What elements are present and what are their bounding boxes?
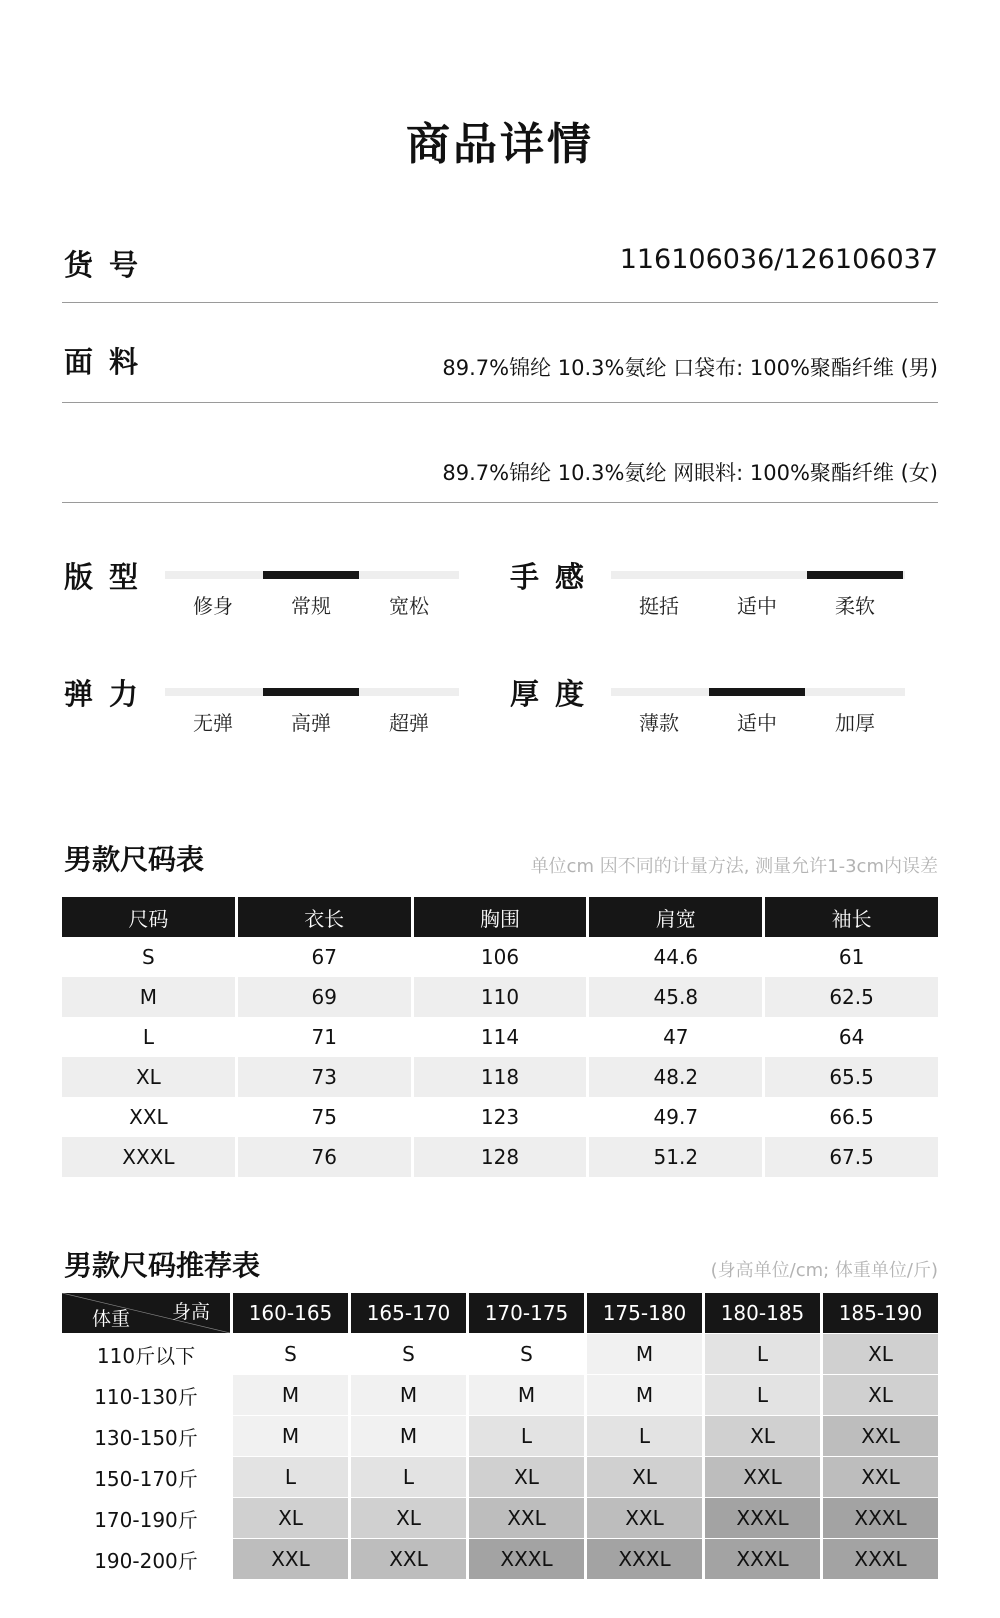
recommended-size-cell: XXL bbox=[469, 1497, 584, 1538]
attribute-selected-segment bbox=[807, 571, 903, 579]
measurement-cell: 47 bbox=[589, 1017, 762, 1057]
page-title: 商品详情 bbox=[406, 119, 594, 170]
weight-label: 190-200斤 bbox=[62, 1538, 230, 1579]
attribute-option: 柔软 bbox=[835, 594, 875, 618]
corner-header bbox=[62, 1293, 230, 1333]
recommended-size-cell: XL bbox=[823, 1333, 938, 1374]
recommended-size-cell: L bbox=[705, 1374, 820, 1415]
recommended-size-cell: M bbox=[233, 1374, 348, 1415]
height-header: 180-185 bbox=[705, 1293, 820, 1333]
recommended-size-cell: XXL bbox=[351, 1538, 466, 1579]
height-header: 175-180 bbox=[587, 1293, 702, 1333]
attribute-option: 适中 bbox=[737, 594, 777, 618]
size-chart-header: 肩宽 bbox=[589, 897, 762, 937]
attribute-option: 修身 bbox=[193, 594, 233, 618]
recommend-table bbox=[59, 1293, 941, 1579]
size-cell: XXL bbox=[62, 1097, 235, 1137]
recommended-size-cell: XXXL bbox=[469, 1538, 584, 1579]
measurement-cell: 67 bbox=[238, 937, 411, 977]
size-chart-header: 衣长 bbox=[238, 897, 411, 937]
measurement-cell: 61 bbox=[765, 937, 938, 977]
attribute-selected-segment bbox=[263, 571, 359, 579]
recommended-size-cell: XL bbox=[823, 1374, 938, 1415]
attribute-selected-segment bbox=[263, 688, 359, 696]
recommended-size-cell: M bbox=[351, 1374, 466, 1415]
size-chart-table bbox=[59, 897, 941, 1177]
attribute-option: 挺括 bbox=[639, 594, 679, 618]
item-number-label: 货号 bbox=[64, 248, 155, 282]
weight-label: 110斤以下 bbox=[62, 1333, 230, 1374]
measurement-cell: 75 bbox=[238, 1097, 411, 1137]
recommended-size-cell: L bbox=[705, 1333, 820, 1374]
weight-label: 130-150斤 bbox=[62, 1415, 230, 1456]
attribute-scale-track bbox=[165, 688, 459, 696]
recommended-size-cell: XXXL bbox=[823, 1497, 938, 1538]
recommended-size-cell: XL bbox=[469, 1456, 584, 1497]
recommended-size-cell: M bbox=[587, 1333, 702, 1374]
measurement-cell: 114 bbox=[414, 1017, 587, 1057]
table-row bbox=[62, 1057, 938, 1097]
recommended-size-cell: L bbox=[587, 1415, 702, 1456]
table-row bbox=[62, 1415, 938, 1456]
size-chart-header: 尺码 bbox=[62, 897, 235, 937]
fabric-women-value: 89.7%锦纶 10.3%氨纶 网眼料: 100%聚酯纤维 (女) bbox=[442, 461, 938, 485]
table-row bbox=[62, 1538, 938, 1579]
recommended-size-cell: S bbox=[233, 1333, 348, 1374]
table-row bbox=[62, 1374, 938, 1415]
attribute-label: 版型 bbox=[64, 560, 155, 594]
weight-label: 150-170斤 bbox=[62, 1456, 230, 1497]
table-row bbox=[62, 1017, 938, 1057]
recommended-size-cell: S bbox=[469, 1333, 584, 1374]
height-header: 165-170 bbox=[351, 1293, 466, 1333]
size-cell: XL bbox=[62, 1057, 235, 1097]
fabric-men-value: 89.7%锦纶 10.3%氨纶 口袋布: 100%聚酯纤维 (男) bbox=[442, 356, 938, 380]
size-cell: S bbox=[62, 937, 235, 977]
attribute-segment bbox=[361, 571, 457, 579]
attribute-option: 无弹 bbox=[193, 711, 233, 735]
attribute-segment bbox=[611, 688, 707, 696]
recommended-size-cell: M bbox=[587, 1374, 702, 1415]
attribute-label: 手感 bbox=[510, 560, 601, 594]
size-chart-header: 胸围 bbox=[414, 897, 587, 937]
measurement-cell: 110 bbox=[414, 977, 587, 1017]
recommended-size-cell: L bbox=[351, 1456, 466, 1497]
recommended-size-cell: XXXL bbox=[705, 1497, 820, 1538]
corner-height-label: 身高 bbox=[171, 1301, 210, 1323]
table-row bbox=[62, 1137, 938, 1177]
attribute-segment bbox=[361, 688, 457, 696]
table-row bbox=[62, 1333, 938, 1374]
divider bbox=[62, 402, 938, 403]
table-row bbox=[62, 1456, 938, 1497]
divider bbox=[62, 502, 938, 503]
measurement-cell: 123 bbox=[414, 1097, 587, 1137]
attribute-segment bbox=[165, 688, 261, 696]
attribute-segment bbox=[611, 571, 707, 579]
item-number-value: 116106036/126106037 bbox=[619, 244, 938, 275]
recommended-size-cell: XXL bbox=[705, 1456, 820, 1497]
recommended-size-cell: XL bbox=[351, 1497, 466, 1538]
size-chart-title: 男款尺码表 bbox=[64, 843, 205, 876]
size-chart-header: 袖长 bbox=[765, 897, 938, 937]
attribute-segment bbox=[165, 571, 261, 579]
recommended-size-cell: L bbox=[233, 1456, 348, 1497]
measurement-cell: 118 bbox=[414, 1057, 587, 1097]
size-cell: L bbox=[62, 1017, 235, 1057]
recommended-size-cell: XXL bbox=[587, 1497, 702, 1538]
table-row bbox=[62, 1497, 938, 1538]
measurement-cell: 48.2 bbox=[589, 1057, 762, 1097]
recommended-size-cell: M bbox=[351, 1415, 466, 1456]
recommended-size-cell: XL bbox=[233, 1497, 348, 1538]
table-row bbox=[62, 937, 938, 977]
attribute-segment bbox=[807, 688, 903, 696]
measurement-cell: 51.2 bbox=[589, 1137, 762, 1177]
measurement-cell: 66.5 bbox=[765, 1097, 938, 1137]
divider bbox=[62, 302, 938, 303]
attribute-scale-track bbox=[611, 571, 905, 579]
attribute-option: 常规 bbox=[291, 594, 331, 618]
size-cell: M bbox=[62, 977, 235, 1017]
measurement-cell: 44.6 bbox=[589, 937, 762, 977]
height-header: 185-190 bbox=[823, 1293, 938, 1333]
measurement-cell: 128 bbox=[414, 1137, 587, 1177]
recommended-size-cell: XXL bbox=[823, 1415, 938, 1456]
recommended-size-cell: XXXL bbox=[587, 1538, 702, 1579]
recommended-size-cell: S bbox=[351, 1333, 466, 1374]
attribute-label: 弹力 bbox=[64, 677, 155, 711]
attribute-option: 超弹 bbox=[389, 711, 429, 735]
attribute-scale-track bbox=[165, 571, 459, 579]
recommended-size-cell: M bbox=[469, 1374, 584, 1415]
attribute-scale-track bbox=[611, 688, 905, 696]
recommended-size-cell: M bbox=[233, 1415, 348, 1456]
attribute-selected-segment bbox=[709, 688, 805, 696]
attribute-option: 加厚 bbox=[835, 711, 875, 735]
recommended-size-cell: L bbox=[469, 1415, 584, 1456]
recommended-size-cell: XXXL bbox=[823, 1538, 938, 1579]
recommended-size-cell: XXXL bbox=[705, 1538, 820, 1579]
recommended-size-cell: XXL bbox=[823, 1456, 938, 1497]
measurement-cell: 65.5 bbox=[765, 1057, 938, 1097]
measurement-cell: 76 bbox=[238, 1137, 411, 1177]
height-header: 160-165 bbox=[233, 1293, 348, 1333]
height-header: 170-175 bbox=[469, 1293, 584, 1333]
attribute-segment bbox=[709, 571, 805, 579]
attribute-option: 宽松 bbox=[389, 594, 429, 618]
table-row bbox=[62, 1097, 938, 1137]
measurement-cell: 73 bbox=[238, 1057, 411, 1097]
attribute-option: 薄款 bbox=[639, 711, 679, 735]
recommended-size-cell: XL bbox=[587, 1456, 702, 1497]
recommend-title: 男款尺码推荐表 bbox=[64, 1249, 261, 1282]
measurement-cell: 106 bbox=[414, 937, 587, 977]
weight-label: 170-190斤 bbox=[62, 1497, 230, 1538]
corner-weight-label: 体重 bbox=[92, 1308, 131, 1330]
attribute-option: 高弹 bbox=[291, 711, 331, 735]
size-cell: XXXL bbox=[62, 1137, 235, 1177]
measurement-cell: 71 bbox=[238, 1017, 411, 1057]
attribute-label: 厚度 bbox=[510, 677, 601, 711]
size-chart-note: 单位cm 因不同的计量方法, 测量允许1-3cm内误差 bbox=[530, 856, 938, 877]
attribute-option: 适中 bbox=[737, 711, 777, 735]
measurement-cell: 49.7 bbox=[589, 1097, 762, 1137]
measurement-cell: 45.8 bbox=[589, 977, 762, 1017]
recommend-note: (身高单位/cm; 体重单位/斤) bbox=[710, 1260, 938, 1281]
measurement-cell: 62.5 bbox=[765, 977, 938, 1017]
weight-label: 110-130斤 bbox=[62, 1374, 230, 1415]
measurement-cell: 67.5 bbox=[765, 1137, 938, 1177]
measurement-cell: 69 bbox=[238, 977, 411, 1017]
table-row bbox=[62, 977, 938, 1017]
recommended-size-cell: XL bbox=[705, 1415, 820, 1456]
measurement-cell: 64 bbox=[765, 1017, 938, 1057]
recommended-size-cell: XXL bbox=[233, 1538, 348, 1579]
fabric-label: 面料 bbox=[64, 345, 155, 379]
